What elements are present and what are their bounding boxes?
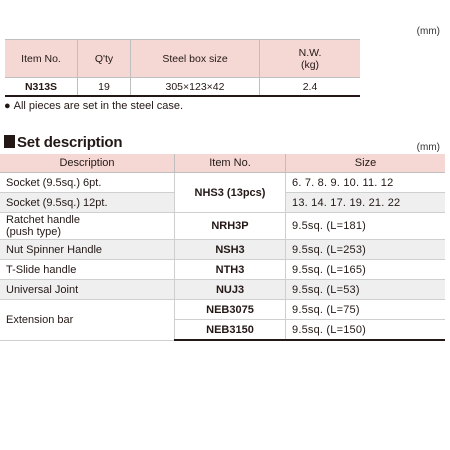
table-row — [0, 240, 445, 260]
product-item-no: N313S — [5, 78, 78, 97]
units-label-top: (mm) — [416, 26, 440, 37]
row-description: Socket (9.5sq.) 12pt. — [0, 193, 175, 213]
row-description: Extension bar — [0, 300, 175, 341]
product-net-weight: 2.4 — [260, 78, 361, 97]
bullet-icon: ● — [4, 100, 11, 112]
header-description: Description — [0, 154, 175, 173]
row-item-no: NSH3 — [175, 240, 286, 260]
table-row — [0, 260, 445, 280]
header-nw-line1: N.W. — [298, 46, 322, 59]
product-header-row — [5, 40, 360, 78]
row-description: Socket (9.5sq.) 6pt. — [0, 173, 175, 193]
row-size: 9.5sq. (L=53) — [286, 280, 446, 300]
row-item-no: NEB3150 — [175, 320, 286, 341]
row-size: 9.5sq. (L=150) — [286, 320, 446, 341]
row-item-no: NHS3 (13pcs) — [175, 173, 286, 213]
row-description: Universal Joint — [0, 280, 175, 300]
row-item-no: NEB3075 — [175, 300, 286, 320]
row-description: Nut Spinner Handle — [0, 240, 175, 260]
row-item-no: NTH3 — [175, 260, 286, 280]
product-box-size: 305×123×42 — [131, 78, 260, 97]
row-size: 6. 7. 8. 9. 10. 11. 12 — [286, 173, 446, 193]
table-row — [0, 300, 445, 320]
row-size: 9.5sq. (L=165) — [286, 260, 446, 280]
header-size: Size — [286, 154, 446, 173]
note — [4, 100, 183, 112]
note-text: All pieces are set in the steel case. — [13, 100, 184, 112]
row-item-no: NRH3P — [175, 213, 286, 240]
row-description — [0, 213, 175, 240]
set-header-row — [0, 154, 445, 173]
product-table — [5, 39, 360, 97]
section-title — [4, 134, 122, 151]
header-steel-box-size: Steel box size — [131, 40, 260, 78]
header-set-item-no: Item No. — [175, 154, 286, 173]
row-size: 9.5sq. (L=253) — [286, 240, 446, 260]
row-description-line1: Ratchet handle — [6, 214, 80, 226]
row-description-line2: (push type) — [6, 226, 62, 238]
table-row — [0, 173, 445, 193]
set-description-table — [0, 154, 445, 341]
row-size: 13. 14. 17. 19. 21. 22 — [286, 193, 446, 213]
row-size: 9.5sq. (L=181) — [286, 213, 446, 240]
units-label-set: (mm) — [416, 142, 440, 153]
table-row — [0, 280, 445, 300]
product-row — [5, 78, 360, 97]
section-title-text: Set description — [17, 134, 123, 151]
square-bullet-icon — [4, 135, 15, 148]
header-nw-line2: (kg) — [300, 58, 320, 71]
table-row — [0, 213, 445, 240]
row-description: T-Slide handle — [0, 260, 175, 280]
header-net-weight — [260, 40, 361, 78]
row-item-no: NUJ3 — [175, 280, 286, 300]
product-qty: 19 — [78, 78, 131, 97]
row-size: 9.5sq. (L=75) — [286, 300, 446, 320]
header-qty: Q'ty — [78, 40, 131, 78]
header-item-no: Item No. — [5, 40, 78, 78]
